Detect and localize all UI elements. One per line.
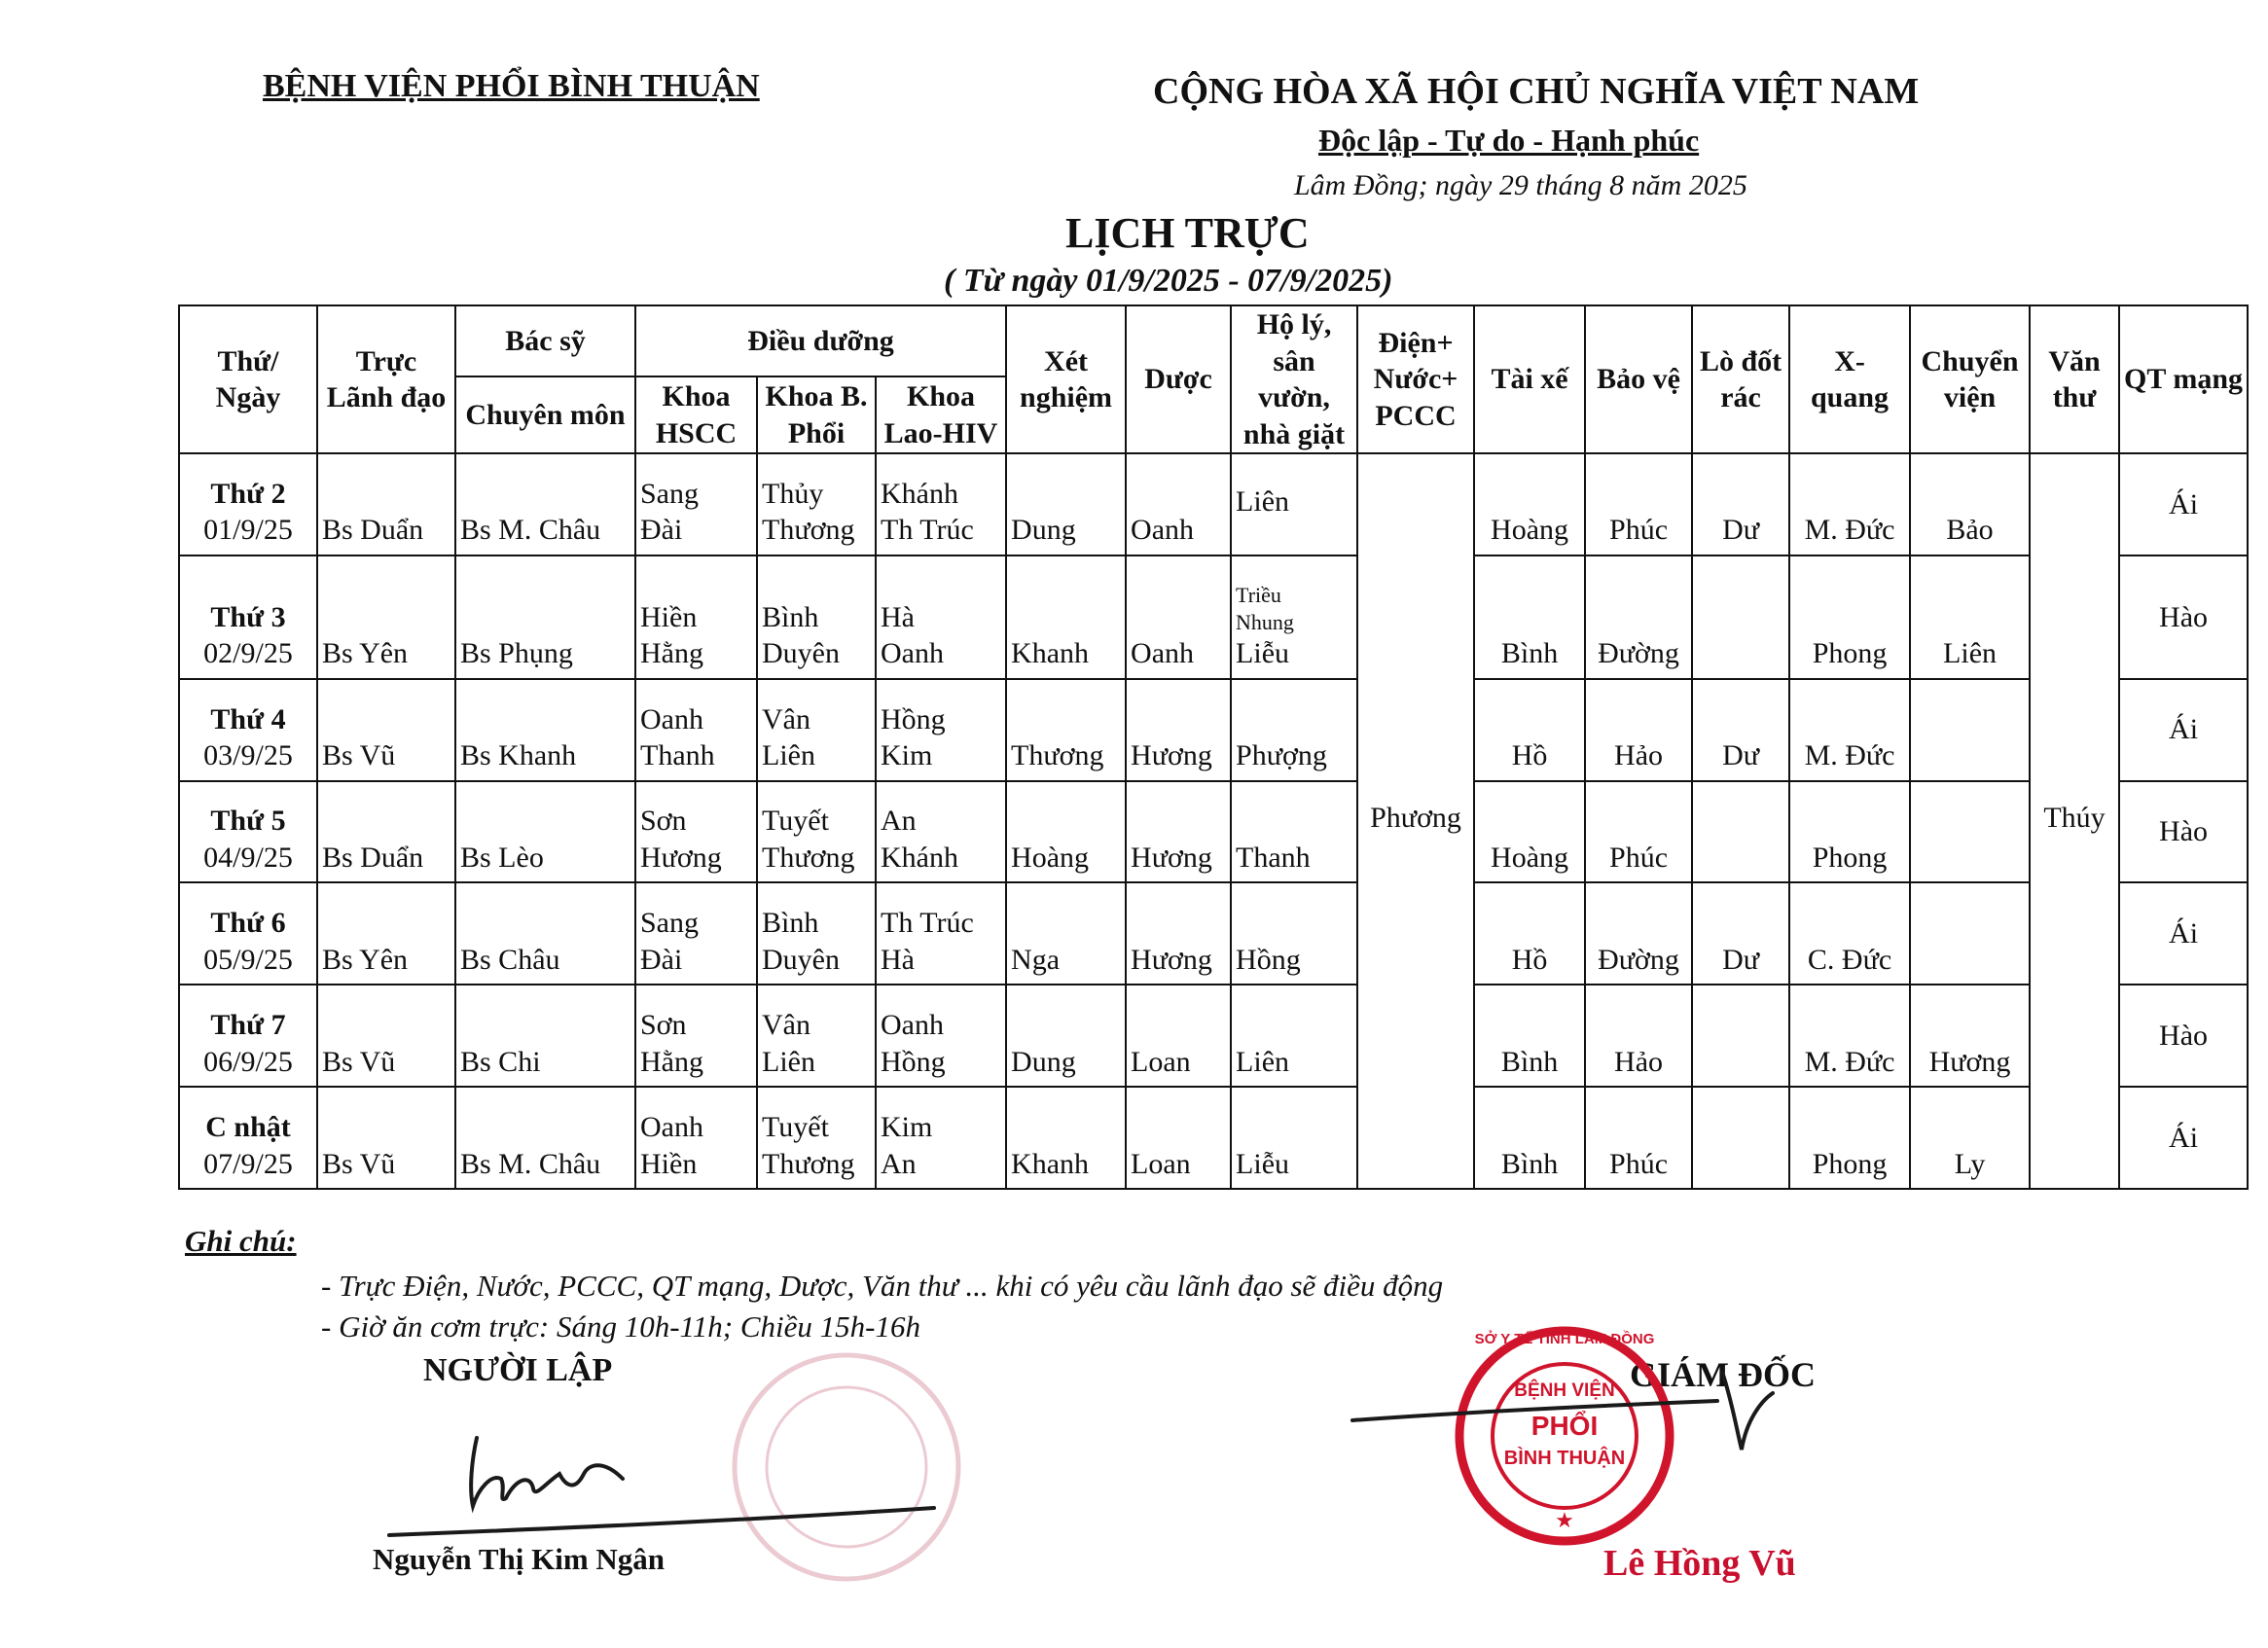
- hscc-cell: Sang Đài: [635, 453, 757, 555]
- transfer-cell: Liên: [1910, 555, 2030, 679]
- laohiv-cell: An Khánh: [876, 781, 1006, 883]
- bphoi-cell: Vân Liên: [757, 679, 876, 781]
- laohiv-cell: Hà Oanh: [876, 555, 1006, 679]
- laohiv-cell: Oanh Hồng: [876, 985, 1006, 1087]
- security-cell: Đường: [1585, 882, 1692, 985]
- xray-cell: Phong: [1789, 555, 1910, 679]
- bphoi-cell: Tuyết Thương: [757, 781, 876, 883]
- network-cell: Hào: [2119, 555, 2248, 679]
- xray-cell: M. Đức: [1789, 679, 1910, 781]
- specialist-cell: Bs M. Châu: [455, 1087, 635, 1189]
- incinerator-cell: Dư: [1692, 882, 1789, 985]
- caretaker-cell: Phượng: [1231, 679, 1357, 781]
- stamp-text-line: BÌNH THUẬN: [1503, 1448, 1626, 1469]
- security-cell: Đường: [1585, 555, 1692, 679]
- header-pharmacy: Dược: [1126, 305, 1231, 453]
- pharmacy-cell: Hương: [1126, 781, 1231, 883]
- note-line: - Giờ ăn cơm trực: Sáng 10h-11h; Chiều 15h-16h: [321, 1309, 920, 1343]
- header-xray: X- quang: [1789, 305, 1910, 453]
- header-network: QT mạng: [2119, 305, 2248, 453]
- day-date: 03/9/25: [203, 739, 293, 772]
- xray-cell: Phong: [1789, 781, 1910, 883]
- notes-heading: Ghi chú:: [185, 1224, 297, 1258]
- day-name: Thứ 4: [210, 702, 286, 735]
- pharmacy-cell: Loan: [1126, 1087, 1231, 1189]
- pharmacy-cell: Loan: [1126, 985, 1231, 1087]
- bphoi-cell: Thủy Thương: [757, 453, 876, 555]
- specialist-cell: Bs Châu: [455, 882, 635, 985]
- organization-name: BỆNH VIỆN PHỔI BÌNH THUẬN: [263, 68, 760, 104]
- caretaker-cell: Thanh: [1231, 781, 1357, 883]
- day-name: Thứ 7: [210, 1009, 286, 1042]
- laohiv-cell: Kim An: [876, 1087, 1006, 1189]
- stamp-text-line: PHỔI: [1530, 1411, 1599, 1441]
- driver-cell: Hoàng: [1474, 453, 1585, 555]
- stamp-text-line: SỞ Y TẾ TỈNH LÂM ĐỒNG: [1474, 1331, 1655, 1347]
- preparer-name: Nguyễn Thị Kim Ngân: [373, 1542, 666, 1576]
- driver-cell: Bình: [1474, 1087, 1585, 1189]
- bphoi-cell: Vân Liên: [757, 985, 876, 1087]
- leader-cell: Bs Duẩn: [317, 453, 455, 555]
- lab-cell: Khanh: [1006, 555, 1126, 679]
- caretaker-cell: Liễu: [1231, 1087, 1357, 1189]
- network-cell: Hào: [2119, 781, 2248, 883]
- day-date: 04/9/25: [203, 841, 293, 874]
- transfer-cell: Ly: [1910, 1087, 2030, 1189]
- network-cell: Hào: [2119, 985, 2248, 1087]
- lab-cell: Khanh: [1006, 1087, 1126, 1189]
- security-cell: Phúc: [1585, 781, 1692, 883]
- leader-cell: Bs Vũ: [317, 985, 455, 1087]
- official-stamp-image: [1459, 1330, 1670, 1541]
- date-range: ( Từ ngày 01/9/2025 - 07/9/2025): [944, 263, 1393, 299]
- specialist-cell: Bs Phụng: [455, 555, 635, 679]
- hscc-cell: Sơn Hương: [635, 781, 757, 883]
- incinerator-cell: Dư: [1692, 453, 1789, 555]
- header-lab: Xét nghiệm: [1006, 305, 1126, 453]
- day-date: 05/9/25: [203, 943, 293, 976]
- specialist-cell: Bs Chi: [455, 985, 635, 1087]
- network-cell: Ái: [2119, 1087, 2248, 1189]
- driver-cell: Hồ: [1474, 882, 1585, 985]
- lab-cell: Dung: [1006, 985, 1126, 1087]
- header-transfer: Chuyển viện: [1910, 305, 2030, 453]
- preparer-signature-image: [389, 1438, 934, 1535]
- pharmacy-cell: Hương: [1126, 882, 1231, 985]
- pharmacy-cell: Oanh: [1126, 453, 1231, 555]
- security-cell: Hảo: [1585, 679, 1692, 781]
- driver-cell: Bình: [1474, 555, 1585, 679]
- transfer-cell: Bảo: [1910, 453, 2030, 555]
- bphoi-cell: Bình Duyên: [757, 882, 876, 985]
- hscc-cell: Sơn Hằng: [635, 985, 757, 1087]
- document-title: LỊCH TRỰC: [1065, 209, 1310, 257]
- security-cell: Phúc: [1585, 453, 1692, 555]
- stamp-star-icon: ★: [1555, 1508, 1574, 1532]
- specialist-cell: Bs Lèo: [455, 781, 635, 883]
- preparer-title: NGƯỜI LẬP: [423, 1352, 613, 1388]
- day-date: 07/9/25: [203, 1147, 293, 1180]
- director-title: GIÁM ĐỐC: [1630, 1355, 1816, 1394]
- leader-cell: Bs Vũ: [317, 1087, 455, 1189]
- security-cell: Phúc: [1585, 1087, 1692, 1189]
- lab-cell: Thương: [1006, 679, 1126, 781]
- utilities-cell: Phương: [1357, 453, 1474, 1189]
- leader-cell: Bs Vũ: [317, 679, 455, 781]
- header-nurse-group: Điều dưỡng: [635, 305, 1006, 376]
- bphoi-cell: Tuyết Thương: [757, 1087, 876, 1189]
- security-cell: Hảo: [1585, 985, 1692, 1087]
- xray-cell: M. Đức: [1789, 453, 1910, 555]
- laohiv-cell: Khánh Th Trúc: [876, 453, 1006, 555]
- header-driver: Tài xế: [1474, 305, 1585, 453]
- incinerator-cell: Dư: [1692, 679, 1789, 781]
- day-name: Thứ 3: [210, 600, 286, 633]
- header-hscc: Khoa HSCC: [635, 376, 757, 453]
- lab-cell: Hoàng: [1006, 781, 1126, 883]
- xray-cell: Phong: [1789, 1087, 1910, 1189]
- header-security: Bảo vệ: [1585, 305, 1692, 453]
- driver-cell: Hồ: [1474, 679, 1585, 781]
- stamp-text-line: BỆNH VIỆN: [1514, 1380, 1615, 1401]
- header-bphoi: Khoa B. Phổi: [757, 376, 876, 453]
- caretaker-cell: Triều Nhung Liễu: [1231, 555, 1357, 679]
- place-date: Lâm Đồng; ngày 29 tháng 8 năm 2025: [1294, 169, 1747, 201]
- leader-cell: Bs Yên: [317, 555, 455, 679]
- header-laohiv: Khoa Lao-HIV: [876, 376, 1006, 453]
- caretaker-cell: Hồng: [1231, 882, 1357, 985]
- lab-cell: Dung: [1006, 453, 1126, 555]
- pharmacy-cell: Hương: [1126, 679, 1231, 781]
- day-name: C nhật: [205, 1111, 291, 1143]
- specialist-cell: Bs Khanh: [455, 679, 635, 781]
- driver-cell: Hoàng: [1474, 781, 1585, 883]
- day-date: 02/9/25: [203, 637, 293, 670]
- header-incinerator: Lò đốt rác: [1692, 305, 1789, 453]
- header-clerk: Văn thư: [2030, 305, 2119, 453]
- national-title: CỘNG HÒA XÃ HỘI CHỦ NGHĨA VIỆT NAM: [1153, 71, 1920, 112]
- note-line: - Trực Điện, Nước, PCCC, QT mạng, Dược, Văn thư ... khi có yêu cầu lãnh đạo sẽ điều động: [321, 1269, 1444, 1303]
- network-cell: Ái: [2119, 453, 2248, 555]
- hscc-cell: Hiền Hằng: [635, 555, 757, 679]
- laohiv-cell: Th Trúc Hà: [876, 882, 1006, 985]
- day-date: 01/9/25: [203, 514, 293, 547]
- clerk-cell: Thúy: [2030, 453, 2119, 1189]
- leader-cell: Bs Duẩn: [317, 781, 455, 883]
- day-date: 06/9/25: [203, 1045, 293, 1078]
- laohiv-cell: Hồng Kim: [876, 679, 1006, 781]
- xray-cell: C. Đức: [1789, 882, 1910, 985]
- header-doctor-group: Bác sỹ: [455, 305, 635, 376]
- day-name: Thứ 2: [210, 477, 286, 510]
- caretaker-cell: Liên: [1231, 453, 1357, 555]
- caretaker-cell: Liên: [1231, 985, 1357, 1087]
- day-name: Thứ 6: [210, 907, 286, 940]
- day-name: Thứ 5: [210, 805, 286, 838]
- specialist-cell: Bs M. Châu: [455, 453, 635, 555]
- header-leader: Trực Lãnh đạo: [317, 305, 455, 453]
- transfer-cell: Hương: [1910, 985, 2030, 1087]
- xray-cell: M. Đức: [1789, 985, 1910, 1087]
- leader-cell: Bs Yên: [317, 882, 455, 985]
- network-cell: Ái: [2119, 882, 2248, 985]
- driver-cell: Bình: [1474, 985, 1585, 1087]
- network-cell: Ái: [2119, 679, 2248, 781]
- header-day: Thứ/ Ngày: [179, 305, 317, 453]
- header-specialist: Chuyên môn: [455, 376, 635, 453]
- hscc-cell: Sang Đài: [635, 882, 757, 985]
- director-name: Lê Hồng Vũ: [1603, 1543, 1796, 1584]
- faint-stamp-image: [735, 1355, 958, 1579]
- lab-cell: Nga: [1006, 882, 1126, 985]
- hscc-cell: Oanh Thanh: [635, 679, 757, 781]
- bphoi-cell: Bình Duyên: [757, 555, 876, 679]
- header-utilities: Điện+ Nước+ PCCC: [1357, 305, 1474, 453]
- hscc-cell: Oanh Hiền: [635, 1087, 757, 1189]
- pharmacy-cell: Oanh: [1126, 555, 1231, 679]
- national-motto: Độc lập - Tự do - Hạnh phúc: [1318, 123, 1700, 158]
- header-caretaker: Hộ lý, sân vườn, nhà giặt: [1231, 305, 1357, 453]
